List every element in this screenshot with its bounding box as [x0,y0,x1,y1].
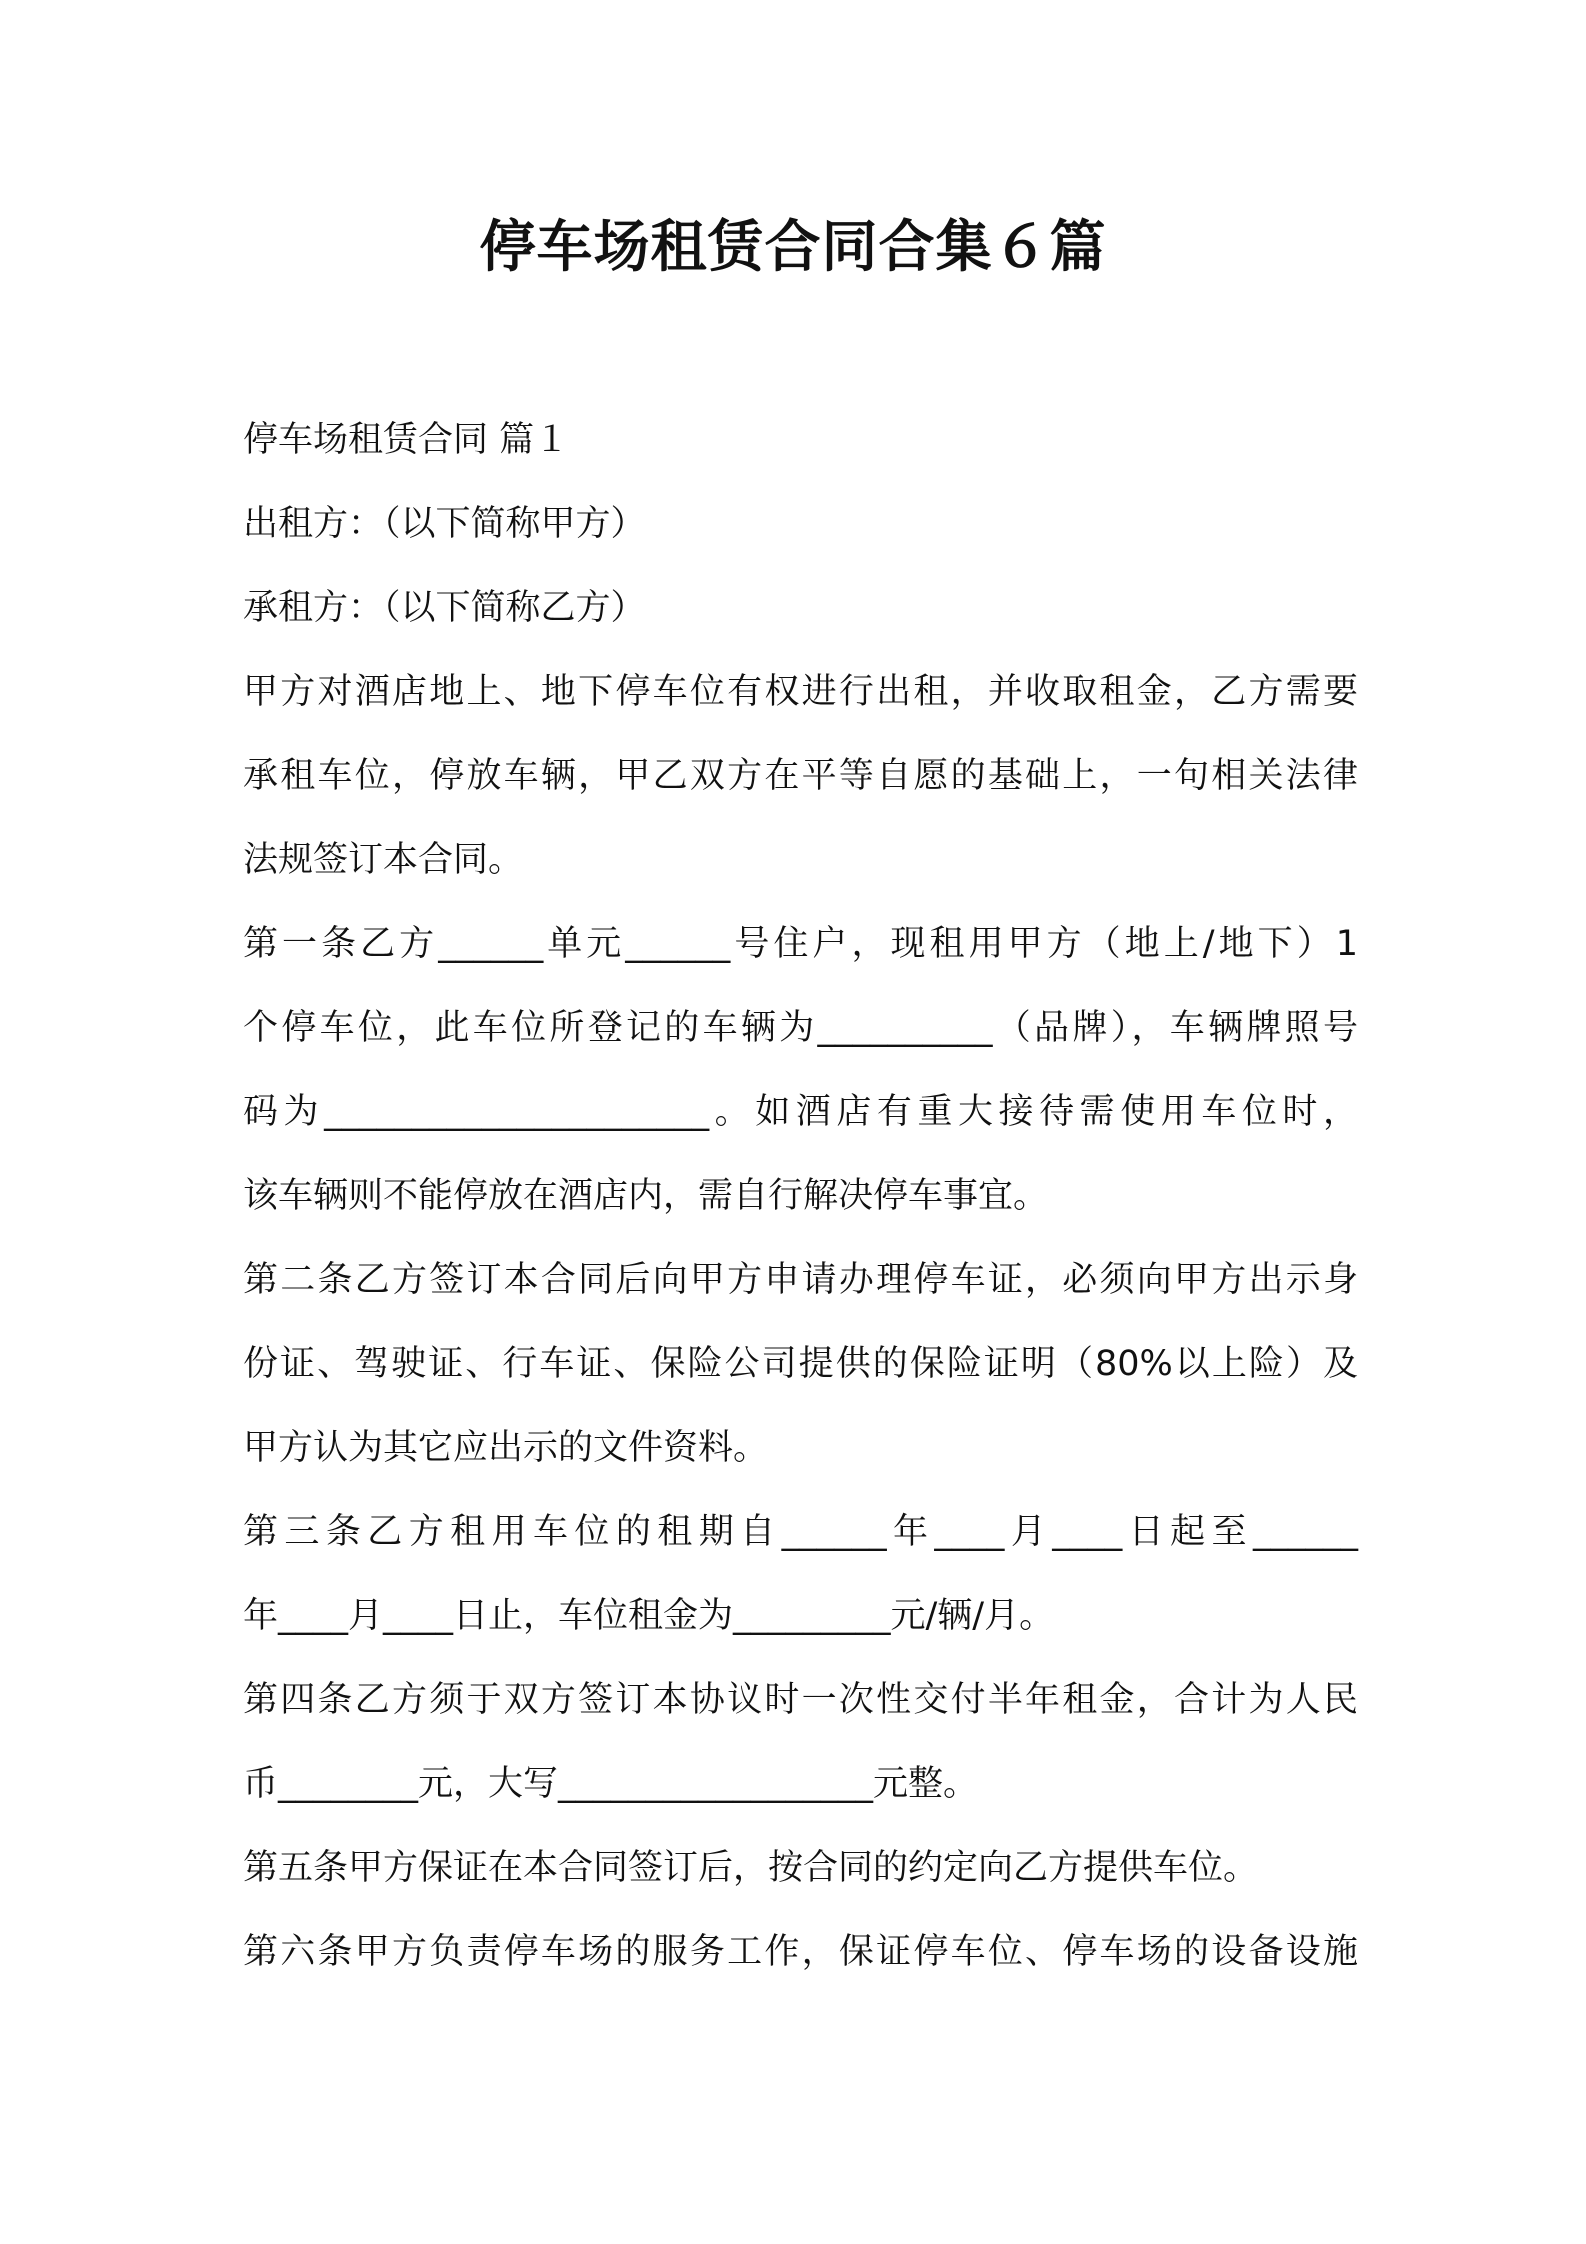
section-heading: 停车场租赁合同 篇１ [243,420,570,460]
paragraph-line: 法规签订本合同。 [243,840,524,880]
clause-line: 币________元，大写__________________元整。 [243,1764,979,1804]
clause-line: 甲方认为其它应出示的文件资料。 [243,1428,769,1468]
clause-line: 第三条乙方租用车位的租期自______年____月____日起至______ [243,1512,1358,1552]
clause-line: 年____月____日止，车位租金为_________元/辆/月。 [243,1596,1055,1636]
paragraph-line: 甲方对酒店地上、地下停车位有权进行出租，并收取租金，乙方需要 [243,672,1358,712]
clause-line: 第一条乙方______单元______号住户，现租用甲方（地上/地下）1 [243,924,1358,964]
clause-line: 第四条乙方须于双方签订本协议时一次性交付半年租金，合计为人民 [243,1680,1358,1720]
clause-line: 码为______________________。如酒店有重大接待需使用车位时， [243,1092,1358,1132]
clause-line: 第六条甲方负责停车场的服务工作，保证停车位、停车场的设备设施 [243,1932,1358,1972]
document-body [243,398,1358,1994]
clause-line: 第五条甲方保证在本合同签订后，按合同的约定向乙方提供车位。 [243,1848,1259,1888]
clause-line: 个停车位，此车位所登记的车辆为__________（品牌），车辆牌照号 [243,1008,1358,1048]
clause-line: 份证、驾驶证、行车证、保险公司提供的保险证明（80%以上险）及 [243,1344,1358,1384]
paragraph-line: 承租车位，停放车辆，甲乙双方在平等自愿的基础上，一句相关法律 [243,756,1358,796]
clause-line: 该车辆则不能停放在酒店内，需自行解决停车事宜。 [243,1176,1049,1216]
clause-line: 第二条乙方签订本合同后向甲方申请办理停车证，必须向甲方出示身 [243,1260,1358,1300]
document-title: 停车场租赁合同合集６篇 [479,215,1107,280]
lessor-line: 出租方：（以下简称甲方） [243,504,646,544]
lessee-line: 承租方：（以下简称乙方） [243,588,646,628]
